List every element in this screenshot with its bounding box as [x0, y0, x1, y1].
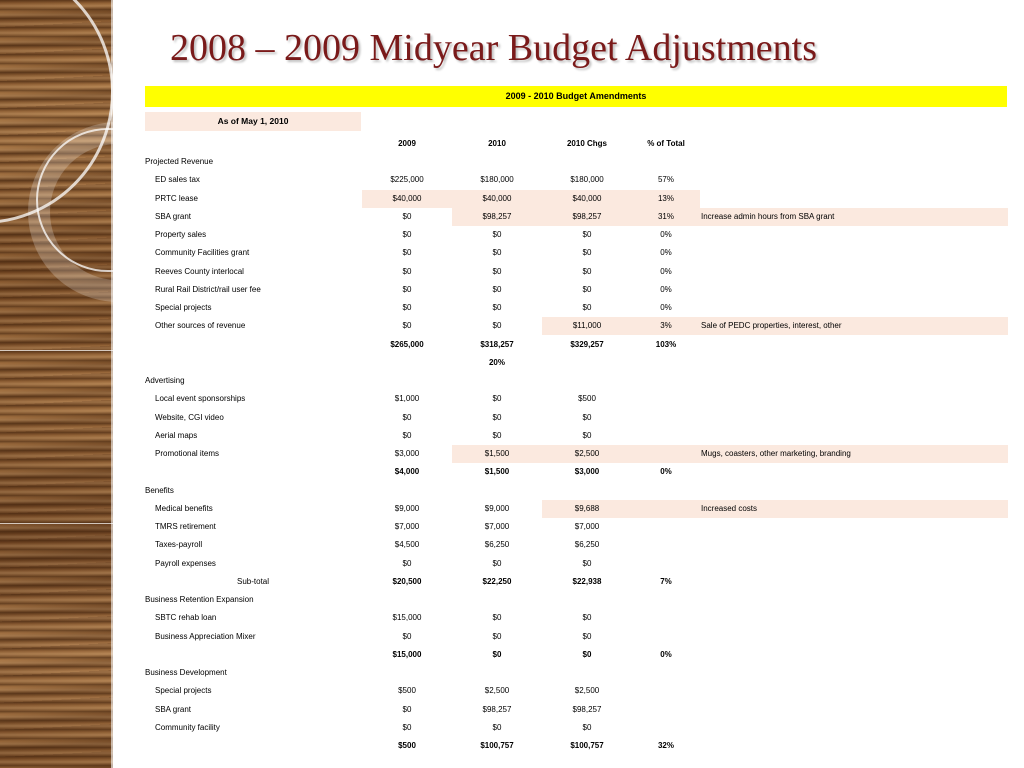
row-label: ED sales tax [155, 175, 200, 185]
row-label: Business Appreciation Mixer [155, 631, 256, 641]
value-2009: $500 [398, 741, 416, 750]
value-2010-chgs [542, 354, 632, 372]
value-2010-chgs: $329,257 [570, 339, 604, 349]
value-pct-total [632, 628, 700, 646]
value-pct-total: 0% [660, 303, 672, 312]
value-2010: $1,500 [484, 467, 510, 477]
row-note [700, 573, 1008, 591]
table-row [145, 719, 1007, 737]
row-label: Reeves County interlocal [155, 266, 244, 276]
row-note [700, 463, 1008, 481]
row-note [700, 737, 1008, 755]
value-2010: $0 [492, 284, 502, 294]
column-header-2009: 2009 [398, 139, 416, 148]
value-2010: $100,757 [480, 741, 514, 750]
row-note [700, 555, 1008, 573]
row-label: PRTC lease [155, 193, 198, 203]
table-row [145, 427, 1007, 445]
value-2010: $98,257 [482, 704, 512, 714]
value-pct-total [632, 427, 700, 445]
row-note [700, 299, 1008, 317]
row-note [700, 336, 1008, 354]
value-2009: $0 [402, 631, 412, 641]
value-2010-chgs: $0 [582, 248, 592, 258]
row-note [700, 719, 1008, 737]
row-label: Payroll expenses [155, 558, 216, 568]
value-2010: $0 [492, 230, 502, 239]
value-2010-chgs: $0 [582, 558, 592, 568]
row-note [700, 354, 1008, 372]
value-pct-total: 0% [660, 230, 672, 239]
value-2009: $0 [402, 248, 412, 258]
value-pct-total [632, 500, 700, 518]
value-2010-chgs: $100,757 [570, 741, 604, 750]
row-note: Increased costs [700, 500, 1008, 518]
row-label: Local event sponsorships [155, 394, 246, 404]
slide-title: 2008 – 2009 Midyear Budget Adjustments [170, 27, 818, 69]
value-2010-chgs: $0 [582, 266, 592, 276]
value-pct-total: 13% [632, 190, 700, 208]
value-pct-total [632, 682, 700, 700]
value-2009: $20,500 [392, 576, 422, 586]
value-2010: $0 [492, 649, 502, 659]
value-pct-total [632, 409, 700, 427]
table-row [145, 609, 1007, 627]
value-pct-total [632, 719, 700, 737]
value-2009: $0 [402, 211, 412, 221]
table-row [145, 701, 1007, 719]
value-2009: $0 [402, 558, 412, 568]
value-2009: $15,000 [392, 649, 422, 659]
value-2009: $0 [402, 321, 412, 331]
value-2010: $40,000 [452, 190, 542, 208]
value-2010-chgs: $9,688 [542, 500, 632, 518]
row-note [700, 628, 1008, 646]
row-label: Property sales [155, 230, 207, 239]
value-pct-total: 0% [660, 467, 672, 477]
value-2009: $15,000 [392, 613, 422, 623]
wood-decoration [0, 0, 113, 768]
wood-edge [111, 0, 113, 768]
row-label: Rural Rail District/rail user fee [155, 284, 261, 294]
row-label: SBA grant [155, 211, 192, 221]
row-label: Taxes-payroll [155, 540, 203, 550]
value-2010: $0 [492, 394, 502, 404]
value-2010-chgs: $98,257 [542, 208, 632, 226]
value-2010: $0 [492, 266, 502, 276]
value-2010: $0 [492, 613, 502, 623]
row-label: Projected Revenue [145, 157, 214, 166]
value-2009: $0 [402, 230, 412, 239]
value-2010-chgs: $180,000 [570, 175, 604, 185]
table-row [145, 628, 1007, 646]
total-row [145, 573, 1007, 591]
row-label: Special projects [155, 303, 212, 312]
value-2010: $180,000 [480, 175, 514, 185]
value-2010-chgs: $11,000 [542, 317, 632, 335]
value-2010: $0 [492, 303, 502, 312]
value-pct-total [632, 390, 700, 408]
table-row [145, 500, 1007, 518]
value-2009: $1,000 [394, 394, 420, 404]
value-2010: $318,257 [480, 339, 514, 349]
row-note [700, 701, 1008, 719]
value-pct-total [632, 518, 700, 536]
value-2010: $0 [492, 412, 502, 422]
value-2010-chgs: $40,000 [542, 190, 632, 208]
value-pct-total: 32% [657, 741, 674, 750]
value-2010: $0 [492, 430, 502, 440]
table-row [145, 190, 1007, 208]
value-2009: $0 [402, 284, 412, 294]
wood-divider [0, 350, 113, 351]
value-2009: $500 [398, 686, 416, 696]
value-2010: $6,250 [484, 540, 510, 550]
sheet-banner: 2009 - 2010 Budget Amendments [145, 86, 1007, 107]
table-row [145, 208, 1007, 226]
row-label: Special projects [155, 686, 212, 696]
total-row [145, 463, 1007, 481]
row-label: Sub-total [237, 576, 270, 586]
value-pct-total: 0% [660, 248, 672, 258]
value-2010-chgs: $2,500 [574, 686, 600, 696]
value-2010: $0 [492, 321, 502, 331]
value-pct-total [632, 555, 700, 573]
table-row [145, 317, 1007, 335]
value-2010-chgs: $7,000 [574, 522, 600, 531]
value-pct-total: 0% [660, 649, 672, 659]
row-note [700, 609, 1008, 627]
value-2009: $7,000 [394, 522, 420, 531]
row-note [700, 390, 1008, 408]
row-note [700, 281, 1008, 299]
column-header-2010: 2010 [488, 139, 506, 148]
value-2009 [362, 354, 452, 372]
value-2010-chgs: $2,500 [542, 445, 632, 463]
section-row [145, 664, 1007, 682]
row-note: Sale of PEDC properties, interest, other [700, 317, 1008, 335]
value-2010: $0 [492, 558, 502, 568]
row-label: SBA grant [155, 704, 192, 714]
table-row [145, 244, 1007, 262]
row-label: Business Retention Expansion [145, 595, 254, 604]
value-2010-chgs: $0 [582, 631, 592, 641]
table-row [145, 409, 1007, 427]
value-2009: $9,000 [394, 503, 420, 513]
budget-sheet [145, 0, 1007, 768]
value-2010: 20% [488, 357, 505, 367]
value-2010-chgs: $0 [582, 649, 592, 659]
row-note [700, 409, 1008, 427]
table-row [145, 518, 1007, 536]
value-2010-chgs: $0 [582, 230, 592, 239]
value-pct-total: 31% [632, 208, 700, 226]
row-note [700, 244, 1008, 262]
table-row [145, 390, 1007, 408]
total-row [145, 646, 1007, 664]
value-2010-chgs: $0 [582, 284, 592, 294]
section-row [145, 591, 1007, 609]
value-2010-chgs: $0 [582, 722, 592, 732]
row-label: Community facility [155, 722, 220, 732]
value-2009: $40,000 [362, 190, 452, 208]
row-label: Aerial maps [155, 430, 198, 440]
table-row [145, 263, 1007, 281]
value-2010-chgs: $500 [578, 394, 596, 404]
table-row [145, 281, 1007, 299]
row-label: Community Facilities grant [155, 248, 250, 258]
value-pct-total [632, 354, 700, 372]
row-label: Other sources of revenue [155, 321, 246, 331]
value-2010: $0 [492, 722, 502, 732]
value-2009: $0 [402, 704, 412, 714]
value-pct-total: 7% [660, 576, 672, 586]
value-2009: $265,000 [390, 339, 424, 349]
total-row [145, 354, 1007, 372]
value-2010: $7,000 [484, 522, 510, 531]
row-note [700, 682, 1008, 700]
table-row [145, 226, 1007, 244]
value-pct-total [632, 445, 700, 463]
value-2010: $9,000 [484, 503, 510, 513]
value-2009: $4,500 [394, 540, 420, 550]
row-note [700, 226, 1008, 244]
value-2009: $0 [402, 303, 412, 312]
value-2010-chgs: $0 [582, 613, 592, 623]
row-label: Advertising [145, 376, 185, 385]
row-label: TMRS retirement [155, 522, 216, 531]
value-pct-total [632, 536, 700, 554]
wood-divider [0, 523, 113, 524]
value-2009: $3,000 [394, 449, 420, 458]
row-label: SBTC rehab loan [155, 613, 217, 623]
value-2010-chgs: $0 [582, 430, 592, 440]
value-2010: $2,500 [484, 686, 510, 696]
value-pct-total [632, 609, 700, 627]
section-row [145, 372, 1007, 390]
row-label: Medical benefits [155, 503, 213, 513]
value-2010-chgs: $0 [582, 303, 592, 312]
row-label: Benefits [145, 485, 174, 495]
table-row [145, 555, 1007, 573]
value-2009: $225,000 [390, 175, 424, 185]
value-2010-chgs: $22,938 [572, 576, 602, 586]
value-2010: $1,500 [452, 445, 542, 463]
row-note [700, 646, 1008, 664]
value-pct-total: 103% [655, 339, 677, 349]
value-2010-chgs: $6,250 [574, 540, 600, 550]
row-note: Mugs, coasters, other marketing, branding [700, 445, 1008, 463]
value-2009: $0 [402, 722, 412, 732]
value-2010-chgs: $0 [582, 412, 592, 422]
row-note [700, 263, 1008, 281]
section-row [145, 482, 1007, 500]
column-header-2010-chgs: 2010 Chgs [566, 139, 608, 148]
row-note: Increase admin hours from SBA grant [700, 208, 1008, 226]
as-of-date: As of May 1, 2010 [145, 112, 361, 131]
table-row [145, 445, 1007, 463]
column-header-pct-total: % of Total [647, 139, 685, 148]
row-label: Promotional items [155, 449, 220, 458]
value-2010: $98,257 [452, 208, 542, 226]
value-2009: $0 [402, 430, 412, 440]
value-2010: $0 [492, 631, 502, 641]
section-row [145, 153, 1007, 171]
value-2009: $0 [402, 412, 412, 422]
table-row [145, 299, 1007, 317]
total-row [145, 336, 1007, 354]
value-pct-total [632, 701, 700, 719]
table-row [145, 536, 1007, 554]
row-label: Business Development [145, 668, 227, 677]
value-2009: $0 [402, 266, 412, 276]
column-header-row [145, 135, 1007, 153]
row-label: Website, CGI video [155, 412, 224, 422]
table-row [145, 682, 1007, 700]
value-2010: $0 [492, 248, 502, 258]
value-2010-chgs: $98,257 [572, 704, 602, 714]
value-pct-total: 0% [660, 284, 672, 294]
total-row [145, 737, 1007, 755]
value-2010-chgs: $3,000 [574, 467, 600, 477]
value-2009: $4,000 [394, 467, 420, 477]
value-pct-total: 0% [660, 266, 672, 276]
value-2010: $22,250 [482, 576, 512, 586]
row-note [700, 190, 1008, 208]
row-note [700, 536, 1008, 554]
table-row [145, 171, 1007, 189]
value-pct-total: 57% [657, 175, 674, 185]
value-pct-total: 3% [632, 317, 700, 335]
row-note [700, 171, 1008, 189]
row-note [700, 518, 1008, 536]
row-note [700, 427, 1008, 445]
